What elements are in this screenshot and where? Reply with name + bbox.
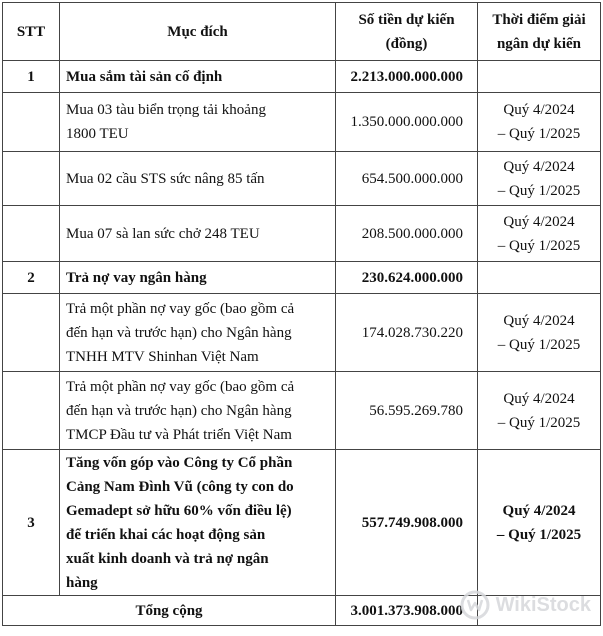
item-time (478, 206, 601, 262)
time-line: – Quý 1/2025 (497, 182, 581, 199)
time-line: Quý 4/2024 (503, 312, 575, 329)
item-purpose (60, 294, 336, 372)
item-line: Cảng Nam Đình Vũ (công ty con do (66, 478, 294, 495)
group-amount: 2.213.000.000.000 (336, 61, 478, 93)
group-stt: 1 (3, 61, 60, 93)
item-amount: 208.500.000.000 (336, 206, 478, 262)
budget-table (2, 2, 601, 626)
header-amount-line2: (đồng) (385, 35, 428, 52)
item-line: Mua 03 tàu biển trọng tải khoảng (66, 102, 266, 118)
time-line: Quý 4/2024 (503, 102, 575, 118)
item-time (478, 294, 601, 372)
item-line: hàng (66, 574, 98, 591)
item-line: để triển khai các hoạt động sản (66, 526, 266, 543)
group-amount: 557.749.908.000 (336, 450, 478, 596)
time-line: – Quý 1/2025 (497, 414, 581, 431)
header-amount (336, 3, 478, 61)
empty-cell (3, 152, 60, 206)
item-amount: 174.028.730.220 (336, 294, 478, 372)
item-line: Tăng vốn góp vào Công ty Cổ phần (66, 454, 293, 471)
group-row (3, 61, 601, 93)
item-line: TMCP Đầu tư và Phát triển Việt Nam (66, 426, 292, 443)
header-time (478, 3, 601, 61)
empty-cell (3, 206, 60, 262)
time-line: Quý 4/2024 (502, 502, 576, 519)
table-row (3, 372, 601, 450)
header-stt: STT (3, 3, 60, 61)
item-line: TNHH MTV Shinhan Việt Nam (66, 348, 259, 365)
watermark (460, 590, 591, 620)
item-line: Trả một phần nợ vay gốc (bao gồm cả (66, 378, 295, 395)
table-row (3, 206, 601, 262)
group-stt: 3 (3, 450, 60, 596)
item-amount: 654.500.000.000 (336, 152, 478, 206)
empty-cell (3, 93, 60, 152)
item-amount: 1.350.000.000.000 (336, 93, 478, 152)
table-row (3, 152, 601, 206)
time-line: – Quý 1/2025 (496, 526, 582, 543)
empty-cell (478, 61, 601, 93)
item-time (478, 372, 601, 450)
header-purpose: Mục đích (60, 3, 336, 61)
header-row (3, 3, 601, 61)
item-purpose: Mua 07 sà lan sức chở 248 TEU (60, 206, 336, 262)
item-time (478, 93, 601, 152)
wikistock-logo-icon (460, 590, 490, 620)
group-time (478, 450, 601, 596)
item-line: Trả một phần nợ vay gốc (bao gồm cả (66, 300, 295, 317)
time-line: Quý 4/2024 (503, 158, 575, 175)
item-purpose (60, 93, 336, 152)
item-amount: 56.595.269.780 (336, 372, 478, 450)
empty-cell (478, 262, 601, 294)
group-title (60, 450, 336, 596)
header-time-line2: ngân dự kiến (496, 35, 582, 52)
item-line: đến hạn và trước hạn) cho Ngân hàng (66, 324, 292, 341)
item-line: 1800 TEU (66, 126, 129, 142)
table-row (3, 294, 601, 372)
header-time-line1: Thời điểm giải (492, 11, 586, 28)
item-line: xuất kinh doanh và trả nợ ngân (66, 550, 269, 567)
time-line: Quý 4/2024 (503, 213, 575, 230)
total-amount: 3.001.373.908.000 (336, 596, 478, 626)
header-amount-line1: Số tiền dự kiến (358, 11, 455, 28)
item-purpose (60, 372, 336, 450)
watermark-text: WikiStock (495, 593, 591, 616)
group-amount: 230.624.000.000 (336, 262, 478, 294)
item-time (478, 152, 601, 206)
group-row (3, 262, 601, 294)
item-purpose: Mua 02 cầu STS sức nâng 85 tấn (60, 152, 336, 206)
group-title: Trả nợ vay ngân hàng (60, 262, 336, 294)
total-label: Tổng cộng (3, 596, 336, 626)
item-line: đến hạn và trước hạn) cho Ngân hàng (66, 402, 292, 419)
item-line: Gemadept sở hữu 60% vốn điều lệ) (66, 502, 292, 519)
time-line: Quý 4/2024 (503, 390, 575, 407)
group-row (3, 450, 601, 596)
time-line: – Quý 1/2025 (497, 336, 581, 353)
group-stt: 2 (3, 262, 60, 294)
time-line: – Quý 1/2025 (497, 237, 581, 254)
group-title: Mua sắm tài sản cố định (60, 61, 336, 93)
time-line: – Quý 1/2025 (497, 126, 581, 142)
table-row (3, 93, 601, 152)
empty-cell (3, 294, 60, 372)
empty-cell (3, 372, 60, 450)
